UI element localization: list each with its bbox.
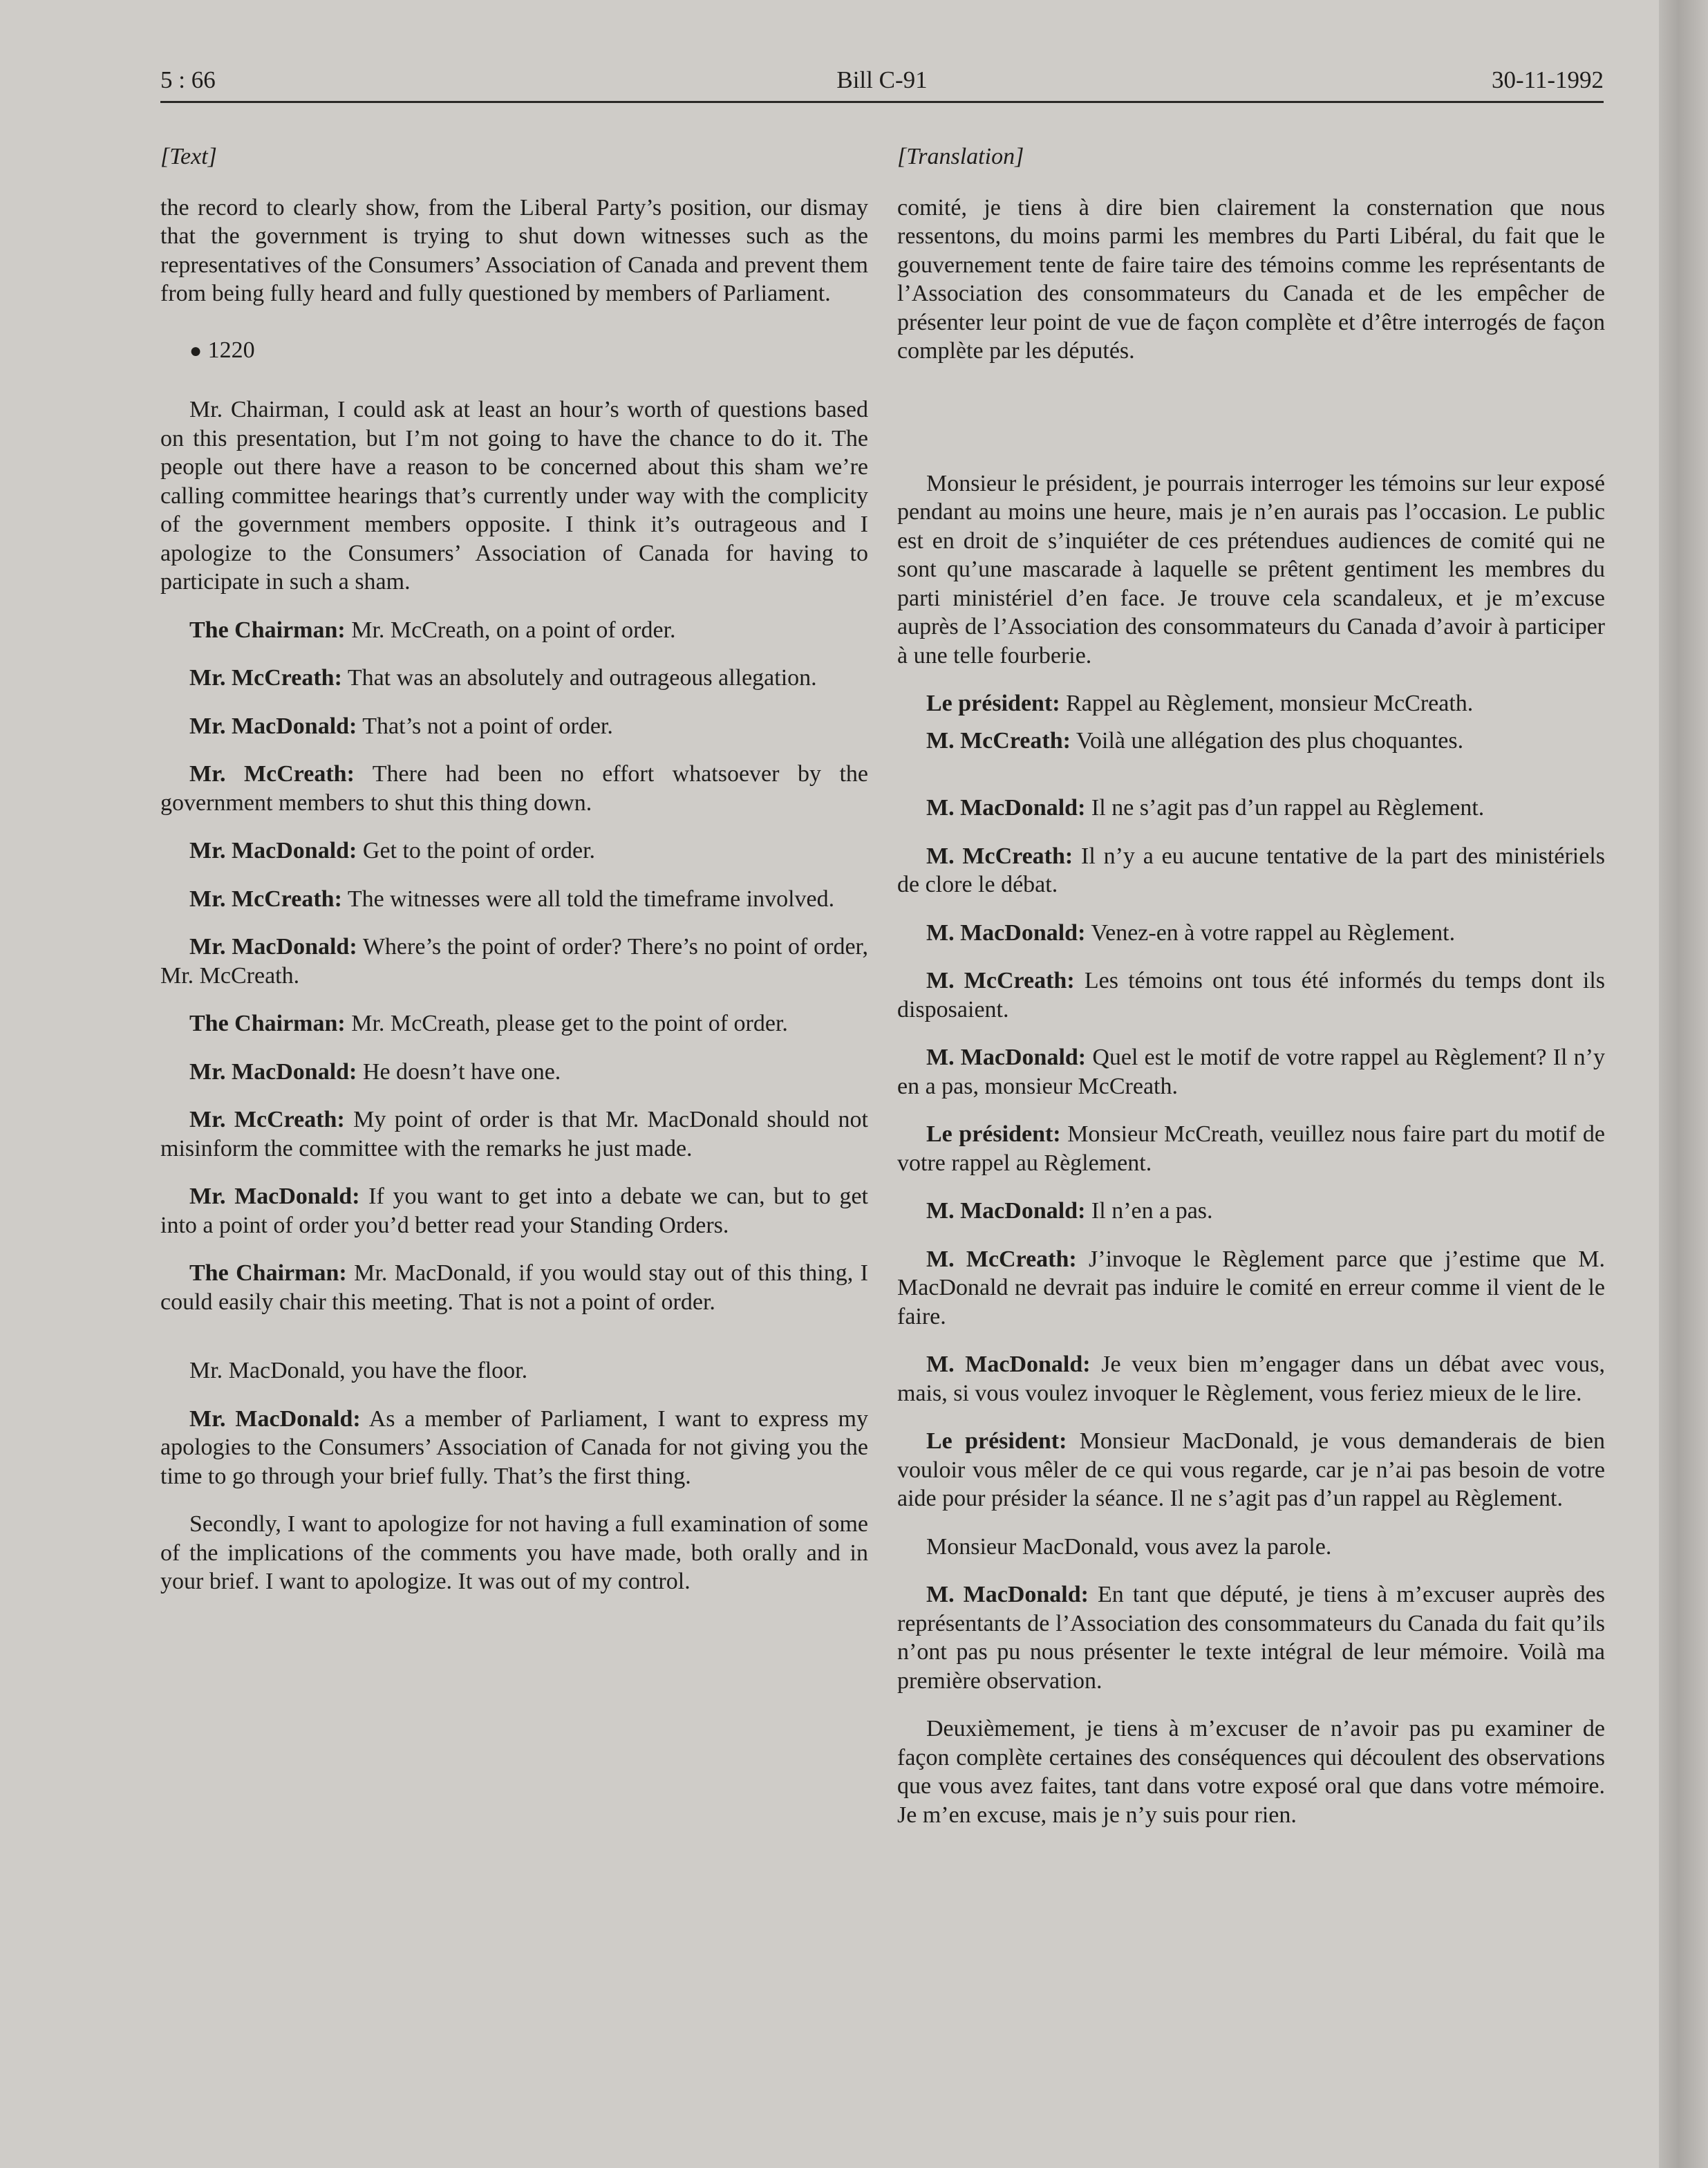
speaker: Mr. McCreath: [189, 886, 342, 912]
speech-text: Voilà une allégation des plus choquantes. [1076, 727, 1464, 754]
speaker: M. McCreath: [926, 968, 1075, 993]
paragraph: comité, je tiens à dire bien clairement la consternation que nous ressentons, du moins parmi les membres du Parti Libéral, du fait que le gouvernement tente de faire taire des témoins comme les représentants de l’Association des consommateurs du Canada et de les empêcher de présenter leur point de vue de façon complète et d’être interrogés de façon complète par les députés. [897, 194, 1605, 364]
speech-entry [160, 837, 868, 866]
speech-entry [160, 885, 868, 914]
speaker: Mr. McCreath: [189, 665, 342, 691]
speech-text: Il n’en a pas. [1091, 1198, 1213, 1224]
speech-entry [160, 1259, 868, 1316]
speech-entry [897, 966, 1605, 1024]
speech-entry [897, 1197, 1605, 1226]
time-value: 1220 [207, 337, 255, 363]
speech-text: Monsieur McCreath, veuillez nous faire part du motif de votre rappel au Règlement. [897, 1121, 1606, 1176]
speech-text: My point of order is that Mr. MacDonald should not misinform the committee with the remarks he just made. [160, 1107, 868, 1161]
speaker: M. MacDonald: [926, 1352, 1091, 1377]
speech-text: Quel est le motif de votre rappel au Règlement? Il n’y en a pas, monsieur McCreath. [897, 1045, 1606, 1099]
speech-entry [897, 1043, 1605, 1101]
speaker: The Chairman: [189, 1260, 347, 1286]
speech-text: There had been no effort whatsoever by the government members to shut this thing down. [160, 761, 868, 816]
speech-entry [160, 1105, 868, 1163]
speaker: Mr. MacDonald: [189, 1184, 360, 1209]
speech-entry [897, 1427, 1605, 1513]
speech-text: If you want to get into a debate we can, but to get into a point of order you’d better read your Standing Orders. [160, 1184, 868, 1238]
speaker: Le président: [926, 1121, 1061, 1147]
speech-entry [897, 919, 1605, 948]
column-label: [Text] [160, 144, 217, 169]
speech-text: Il ne s’agit pas d’un rappel au Règlement. [1091, 795, 1485, 821]
speech-text: The witnesses were all told the timeframe involved. [347, 886, 835, 912]
speech-entry [897, 1245, 1605, 1331]
speech-entry [160, 933, 868, 990]
speech-text: Je veux bien m’engager dans un débat avec vous, mais, si vous voulez invoquer le Règlement, vous feriez mieux de le lire. [897, 1352, 1605, 1406]
french-column [897, 142, 1605, 1829]
speech-entry [160, 616, 868, 645]
speech-entry [897, 842, 1605, 899]
speech-text: En tant que député, je tiens à m’excuser auprès des représentants de l’Association des consommateurs du Canada du fait qu’ils n’ont pas pu nous présenter le texte intégral de leur mémoire. Voilà ma première observation. [897, 1582, 1605, 1694]
speech-text: Get to the point of order. [362, 838, 596, 863]
speaker: M. McCreath: [926, 727, 1071, 754]
speech-entry [897, 1580, 1605, 1695]
paragraph: the record to clearly show, from the Liberal Party’s position, our dismay that the government is trying to shut down witnesses such as the representatives of the Consumers’ Association of Canada and prevent them from being fully heard and fully questioned by members of Parliament. [160, 194, 868, 306]
speaker: The Chairman: [189, 1011, 346, 1036]
speech-text: That was an absolutely and outrageous allegation. [347, 665, 817, 691]
page-date: 30-11-1992 [1491, 66, 1604, 93]
english-column [160, 142, 868, 1596]
speech-entry [160, 1182, 868, 1240]
paragraph: Monsieur MacDonald, vous avez la parole. [926, 1533, 1332, 1560]
speech-text: J’invoque le Règlement parce que j’estime que M. MacDonald ne devrait pas induire le comité en erreur comme il vient de le faire. [897, 1246, 1606, 1329]
paragraph: Monsieur le président, je pourrais interroger les témoins sur leur exposé pendant au moins une heure, mais je n’en aurais pas l’occasion. Le public est en droit de s’inquiéter de ces prétendues audiences de comité qui ne sont qu’une mascarade à laquelle se prêtent gentiment les membres du parti ministériel d’en face. Je trouve cela scandaleux, et je m’excuse auprès de l’Association des consommateurs du Canada d’avoir à participer à une telle fourberie. [897, 470, 1605, 669]
speech-entry [160, 760, 868, 817]
speech-entry [897, 727, 1605, 756]
speech-text: He doesn’t have one. [362, 1058, 561, 1085]
speaker: Le président: [926, 691, 1060, 716]
speech-text: Monsieur MacDonald, je vous demanderais de bien vouloir vous mêler de ce qui vous regarde, car je n’ai pas besoin de votre aide pour présider la séance. Il ne s’agit pas d’un rappel au Règlement. [897, 1428, 1605, 1511]
page-header [160, 66, 1604, 105]
speech-entry [160, 664, 868, 693]
speech-text: Mr. MacDonald, if you would stay out of this thing, I could easily chair this meeting. That is not a point of order. [160, 1260, 868, 1315]
speech-entry [897, 794, 1605, 823]
speech-text: Il n’y a eu aucune tentative de la part des ministériels de clore le débat. [897, 843, 1606, 897]
speaker: Mr. MacDonald: [189, 1405, 361, 1432]
speaker: M. MacDonald: [926, 1198, 1086, 1224]
speech-entry [160, 1009, 868, 1038]
time-marker [160, 336, 868, 366]
page-number: 5 : 66 [160, 66, 216, 93]
speaker: M. McCreath: [926, 843, 1073, 869]
bill-title: Bill C-91 [836, 66, 928, 93]
speaker: Mr. MacDonald: [189, 934, 357, 960]
book-spine-shadow [1659, 0, 1708, 2168]
speech-entry [160, 712, 868, 741]
paragraph: Secondly, I want to apologize for not having a full examination of some of the implications of the comments you have made, both orally and in your brief. I want to apologize. It was out of my control. [160, 1511, 868, 1594]
speaker: M. MacDonald: [926, 1582, 1089, 1607]
speaker: Mr. McCreath: [189, 1107, 345, 1132]
speech-text: As a member of Parliament, I want to express my apologies to the Consumers’ Association of Canada for not giving you the time to go through your brief fully. That’s the first thing. [160, 1405, 869, 1489]
speaker: Mr. MacDonald: [189, 838, 357, 863]
speech-entry [897, 689, 1605, 718]
speech-text: Venez-en à votre rappel au Règlement. [1091, 919, 1456, 946]
header-rule [160, 101, 1604, 103]
speech-text: Where’s the point of order? There’s no point of order, Mr. McCreath. [160, 934, 868, 989]
speech-entry [897, 1120, 1605, 1177]
paragraph: Deuxièmement, je tiens à m’excuser de n’avoir pas pu examiner de façon complète certaines des conséquences qui découlent des observations que vous avez faites, tant dans votre exposé oral que dans votre mémoire. Je m’en excuse, mais je n’y suis pour rien. [897, 1716, 1605, 1828]
paragraph: Mr. Chairman, I could ask at least an hour’s worth of questions based on this presentation, but I’m not going to have the chance to do it. The people out there have a reason to be concerned about this sham we’re calling committee hearings that’s currently under way with the complicity of the government members opposite. I think it’s outrageous and I apologize to the Consumers’ Association of Canada for having to participate in such a sham. [160, 397, 868, 595]
speech-entry [897, 1350, 1605, 1408]
speech-entry [160, 1405, 868, 1491]
paragraph: Mr. MacDonald, you have the floor. [189, 1358, 528, 1383]
speech-text: Rappel au Règlement, monsieur McCreath. [1066, 691, 1474, 716]
speaker: The Chairman: [189, 617, 346, 643]
speaker: Mr. MacDonald: [189, 713, 357, 739]
speaker: M. McCreath: [926, 1246, 1077, 1272]
bullet-icon: ● [189, 339, 203, 362]
speaker: M. MacDonald: [926, 795, 1086, 821]
speaker: Le président: [926, 1428, 1067, 1454]
speaker: Mr. McCreath: [189, 761, 355, 787]
speaker: M. MacDonald: [926, 1045, 1087, 1070]
column-label: [Translation] [897, 144, 1024, 169]
speech-text: Les témoins ont tous été informés du temps dont ils disposaient. [897, 968, 1605, 1022]
speech-text: Mr. McCreath, please get to the point of order. [351, 1011, 788, 1036]
speech-text: Mr. McCreath, on a point of order. [351, 617, 676, 643]
speech-text: That’s not a point of order. [362, 713, 613, 739]
speech-entry [160, 1058, 868, 1087]
speaker: Mr. MacDonald: [189, 1058, 357, 1085]
speaker: M. MacDonald: [926, 919, 1086, 946]
